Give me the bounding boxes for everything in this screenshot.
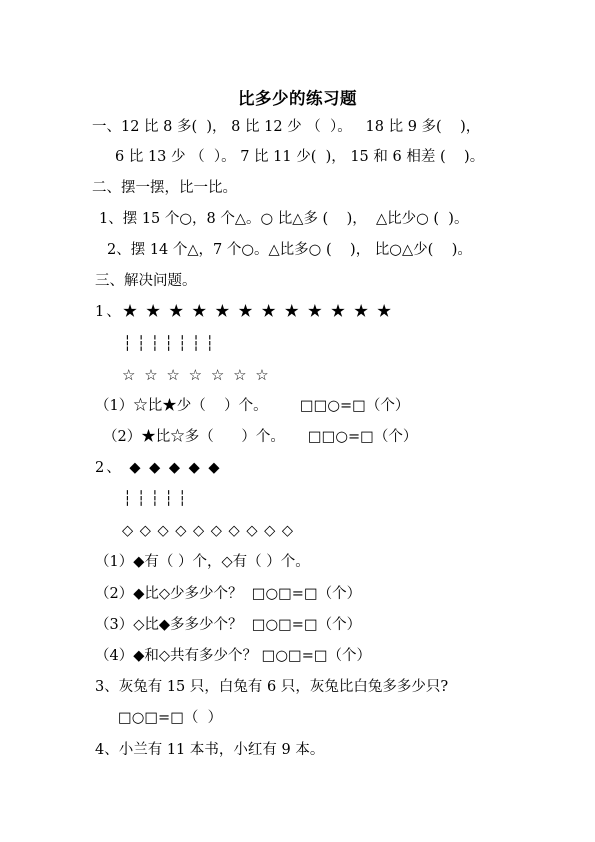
question3-text: 3、灰兔有 15 只，白兔有 6 只，灰兔比白兔多多少只? (95, 679, 449, 695)
question2-connector-bars: ┆┆┆┆┆ (123, 491, 192, 507)
question1-filled-stars: 1、★ ★ ★ ★ ★ ★ ★ ★ ★ ★ ★ ★ (95, 304, 394, 320)
question1-hollow-stars: ☆ ☆ ☆ ☆ ☆ ☆ ☆ (122, 366, 271, 384)
section1-line-2: 6 比 13 少 （ ）。 7 比 11 少( )， 15 和 6 相差 ( )。 (115, 149, 485, 165)
section2-item-1: 1、摆 15 个○，8 个△。○ 比△多 ( )， △比少○ ( )。 (99, 211, 469, 227)
question2-part-1: （1）◆有（ ）个，◇有（ ）个。 (95, 554, 310, 570)
page-title: 比多少的练习题 (238, 89, 357, 108)
question2-hollow-diamonds: ◇ ◇ ◇ ◇ ◇ ◇ ◇ ◇ ◇ ◇ (122, 523, 294, 539)
section1-line-1: 一、12 比 8 多( )， 8 比 12 少 （ ）。 18 比 9 多( )， (92, 119, 481, 135)
question1-part-2: （2）★比☆多（ ）个。 □□○=□（个） (103, 429, 418, 445)
question2-filled-diamonds: 2、 ◆ ◆ ◆ ◆ ◆ (95, 460, 222, 476)
section2-heading: 二、摆一摆，比一比。 (92, 180, 237, 196)
question1-connector-bars: ┆┆┆┆┆┆┆ (123, 336, 220, 352)
question4-text: 4、小兰有 11 本书，小红有 9 本。 (95, 742, 325, 758)
section3-heading: 三、解决问题。 (95, 273, 197, 289)
section2-item-2: 2、摆 14 个△，7 个○。△比多○ ( )， 比○△少( )。 (107, 242, 472, 258)
question2-part-4: （4）◆和◇共有多少个？ □○□=□（个） (95, 648, 372, 664)
question3-equation: □○□=□（ ） (118, 710, 223, 726)
question2-part-2: （2）◆比◇少多少个？ □○□=□（个） (95, 586, 362, 602)
question2-part-3: （3）◇比◆多多少个？ □○□=□（个） (95, 617, 362, 633)
question1-part-1: （1）☆比★少（ ）个。 □□○=□（个） (95, 398, 410, 414)
